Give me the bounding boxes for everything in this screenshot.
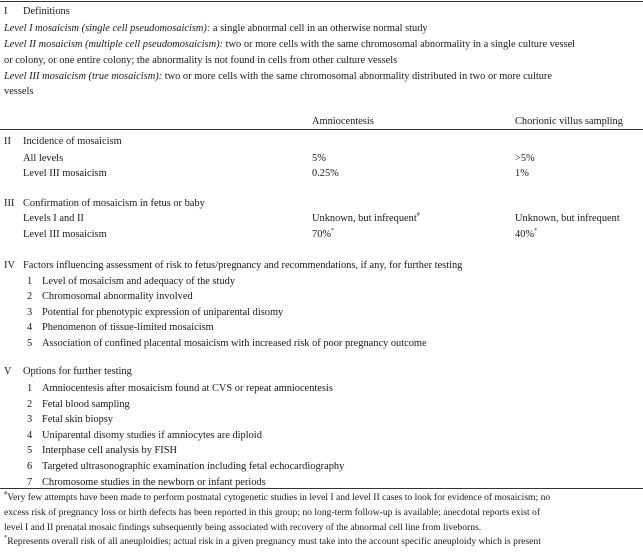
list-item-number: 1 [27,383,33,394]
footnote-hash-mark: # [4,489,8,497]
footnote-star-mark: * [331,226,335,234]
section-numeral: II [4,136,11,147]
footnote-star-line1: Represents overall risk of all aneuploidies; actual risk in a given pregnancy must take into the account specific aneuploidy which is present [7,536,541,547]
section-title: Definitions [23,6,70,17]
list-item-number: 5 [27,337,33,349]
cvs-value: 40%* [515,226,538,240]
section-incidence-heading [4,134,122,149]
footnote-hash-line3: level I and II prenatal mosaic findings subsequently being associated with recovery of the abnormal cell line from liveborns. [4,522,482,533]
list-item-number: 6 [27,461,33,472]
bottom-rule [0,488,643,489]
list-item-text: Phenomenon of tissue-limited mosaicism [42,322,214,334]
column-header-amniocentesis: Amniocentesis [312,116,374,127]
list-item-number: 3 [27,306,33,318]
list-item-number: 1 [27,276,33,287]
level1-term: Level I mosaicism (single cell pseudomosaicism): [4,23,211,34]
amniocentesis-value: 0.25% [312,168,339,179]
section-numeral: I [4,6,8,17]
section-title: Options for further testing [23,366,132,377]
level2-term: Level II mosaicism (multiple cell pseudomosaicism): [4,39,224,50]
section-numeral: III [4,198,15,209]
amniocentesis-value: 5% [312,153,326,164]
list-item-number: 4 [27,429,33,441]
level3-definition-cont: vessels [4,86,34,97]
section-title: Factors influencing assessment of risk to fetus/pregnancy and recommendations, if any, for further testing [23,260,463,271]
list-item-text: Amniocentesis after mosaicism found at CVS or repeat amniocentesis [42,383,333,394]
row-label: Level III mosaicism [23,229,107,240]
section-factors-heading [4,258,463,273]
list-item-number: 7 [27,476,33,488]
level2-definition [4,37,575,52]
list-item-text: Interphase cell analysis by FISH [42,445,178,457]
level3-term: Level III mosaicism (true mosaicism): [4,71,163,82]
list-item-text: Targeted ultrasonographic examination including fetal echocardiography [42,461,345,472]
cvs-value: >5% [515,153,535,164]
list-item-text: Potential for phenotypic expression of uniparental disomy [42,306,284,318]
level3-text: two or more cells with the same chromosomal abnormality distributed in two or more culture [162,71,552,82]
list-item-number: 3 [27,414,33,426]
section-title: Confirmation of mosaicism in fetus or baby [23,198,205,209]
list-item-number: 2 [27,398,33,410]
amniocentesis-value: 70%* [312,226,335,240]
amniocentesis-value: Unknown, but infrequent# [312,210,421,224]
cvs-value: Unknown, but infrequent [515,213,620,224]
section-definitions-heading [4,4,70,19]
footnote-star [4,535,643,549]
row-label: All levels [23,153,64,164]
footnote-star-mark: * [4,533,8,541]
list-item-text: Association of confined placental mosaicism with increased risk of poor pregnancy outcome [42,337,427,349]
list-item-number: 2 [27,291,33,303]
list-item-text: Uniparental disomy studies if amniocytes are diploid [42,429,262,441]
level2-text: two or more cells with the same chromosomal abnormality in a single culture vessel [223,39,576,50]
footnote-hash-line1: Very few attempts have been made to perform postnatal cytogenetic studies in level I and level II cases to look for evidence of mosaicism; no [7,492,551,503]
list-item-text: Level of mosaicism and adequacy of the study [42,276,236,287]
row-label: Level III mosaicism [23,168,107,179]
list-item-text: Fetal blood sampling [42,398,130,410]
list-item-number: 4 [27,322,33,334]
footnote-star-mark: * [534,226,538,234]
top-rule [0,1,643,2]
level1-definition [4,21,428,36]
header-rule [0,129,643,130]
footnote-hash-mark: # [416,210,421,218]
list-item-number: 5 [27,445,33,457]
level2-definition-cont: or colony, or one entire colony; the abnormality is not found in cells from other culture vessels [4,55,398,66]
section-options-heading [4,364,132,379]
row-label: Levels I and II [23,213,84,224]
list-item-text: Chromosomal abnormality involved [42,291,193,303]
cvs-value: 1% [515,168,529,179]
level3-definition [4,69,552,84]
level1-text: a single abnormal cell in an otherwise normal study [210,23,428,34]
column-header-cvs: Chorionic villus sampling [515,116,623,127]
footnote-hash [4,491,643,505]
footnote-hash-line2: excess risk of pregnancy loss or birth defects has been reported in this group; no long-term follow-up is available; anecdotal reports exist of [4,507,541,518]
section-numeral: V [4,366,12,377]
section-numeral: IV [4,260,15,271]
list-item-text: Chromosome studies in the newborn or infant periods [42,476,266,488]
section-confirmation-heading [4,196,205,211]
list-item-text: Fetal skin biopsy [42,414,114,426]
section-title: Incidence of mosaicism [23,136,122,147]
